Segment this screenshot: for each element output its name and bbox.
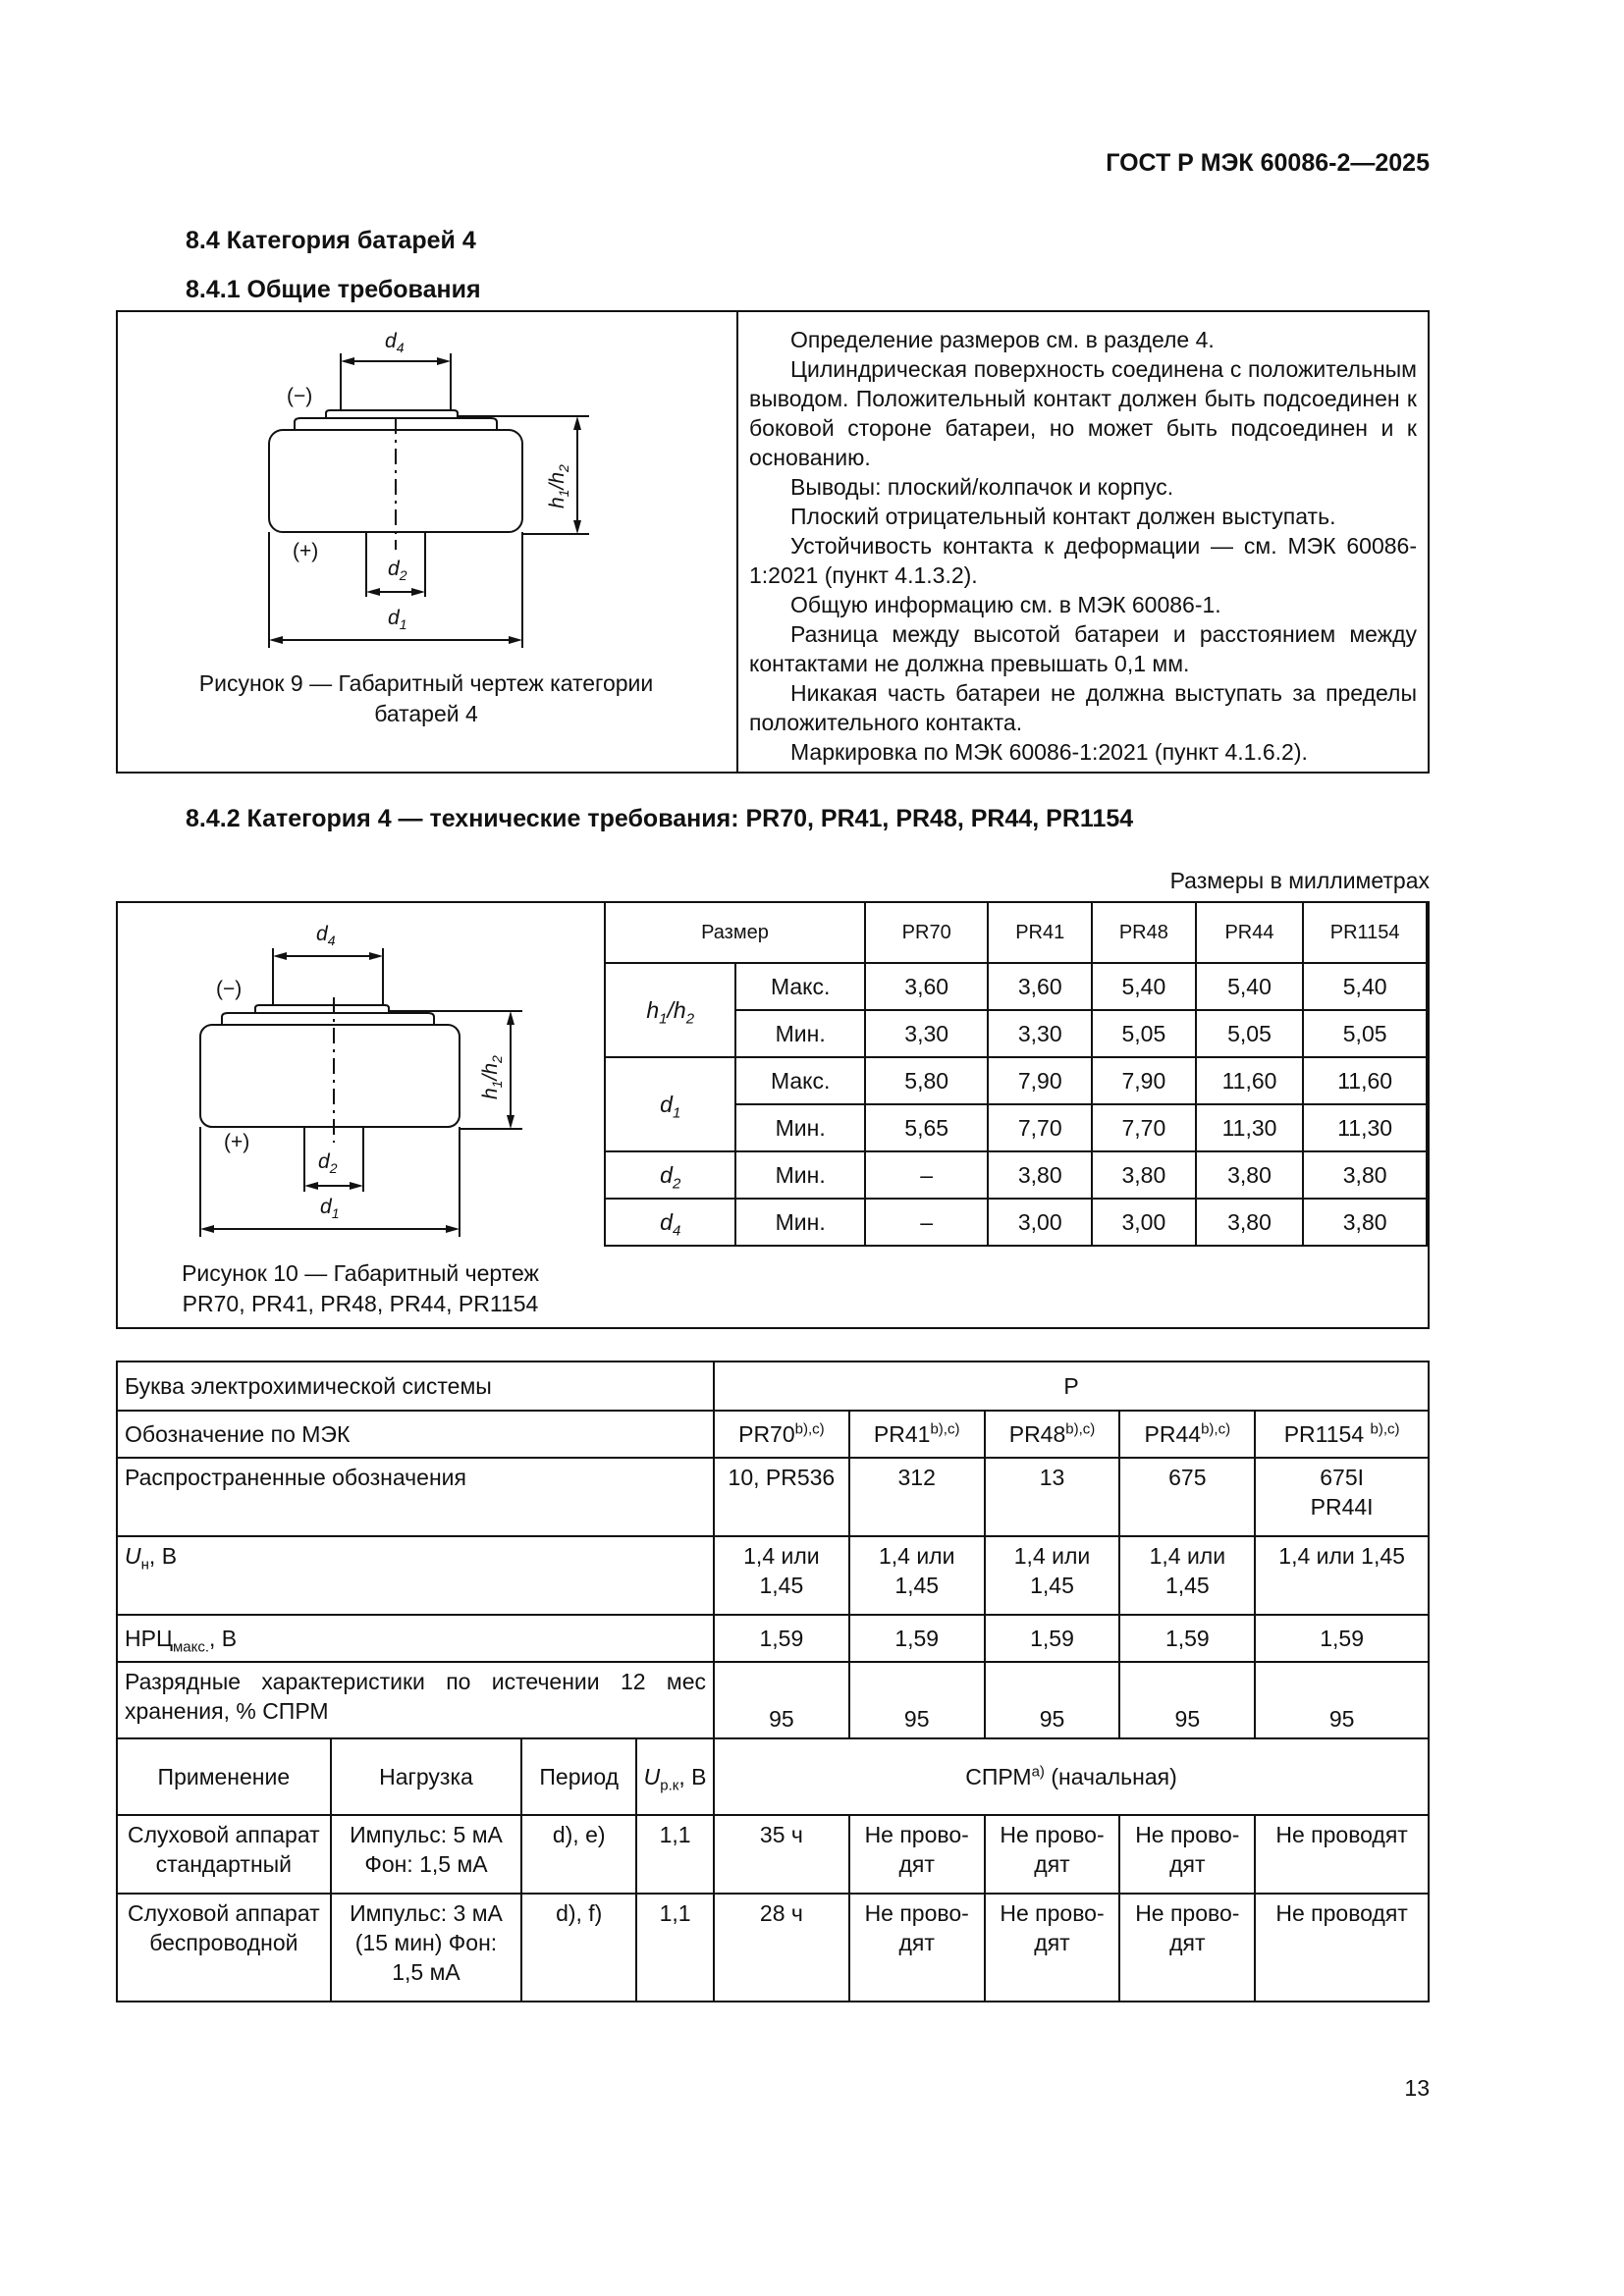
table-row	[117, 1815, 1429, 1894]
requirement-paragraph: Цилиндрическая поверхность соединена с положительным выводом. Положительный контакт должен быть подсоединен к боковой стороне батареи, но может быть подсоединен и к основанию.	[749, 356, 1417, 470]
fig10-positive-label: (+)	[224, 1131, 250, 1153]
iec-pr1154: PR1154 $^{b),c)}$	[1255, 1411, 1429, 1458]
table-cell: 7,90	[1092, 1057, 1196, 1104]
storage-label: Разрядные характеристики по истечении 12 мес хранения, % СПРМ	[117, 1662, 714, 1738]
table-cell: d), e)	[521, 1815, 636, 1894]
table-cell: 3,80	[988, 1151, 1092, 1199]
fig9-d2-label: $d_2$	[388, 558, 407, 583]
table-cell: 1,4 или 1,45	[714, 1536, 849, 1615]
page-number: 13	[1404, 2075, 1430, 2101]
row-max-label: Макс.	[735, 963, 865, 1010]
header-pr41: PR41	[988, 902, 1092, 963]
table-cell: 1,4 или 1,45	[985, 1536, 1120, 1615]
general-requirements-table	[116, 310, 1430, 774]
subsection-general-title: 8.4.1 Общие требования	[186, 276, 481, 303]
table-cell: Слуховой аппарат беспроводной	[117, 1894, 331, 2002]
fig9-h-label: $h_1/h_2$	[546, 464, 571, 508]
fig10-negative-label: (−)	[216, 978, 243, 1000]
table-cell: 13	[985, 1458, 1120, 1536]
table-cell: 95	[714, 1662, 849, 1738]
table-cell: 5,40	[1092, 963, 1196, 1010]
requirement-paragraph: Разница между высотой батареи и расстоянием между контактами не должна превышать 0,1 мм.	[749, 621, 1417, 676]
table-row	[117, 1536, 1429, 1615]
dimensions-table	[604, 901, 1428, 1247]
table-header-row	[605, 902, 1427, 963]
table-cell: 3,30	[988, 1010, 1092, 1057]
requirement-paragraph: Маркировка по МЭК 60086-1:2021 (пункт 4.1.6.2).	[790, 739, 1308, 765]
table-cell: 312	[849, 1458, 985, 1536]
table-cell: 1,59	[1119, 1615, 1255, 1662]
table-cell: 5,40	[1196, 963, 1304, 1010]
table-cell: Не проводят	[1119, 1894, 1255, 2002]
table-cell: 11,60	[1303, 1057, 1427, 1104]
table-cell: Не проводят	[849, 1894, 985, 2002]
table-cell: 95	[1255, 1662, 1429, 1738]
table-cell: 5,65	[865, 1104, 988, 1151]
table-cell: 675	[1119, 1458, 1255, 1536]
table-row	[117, 1615, 1429, 1662]
subsection-technical-title: 8.4.2 Категория 4 — технические требования: PR70, PR41, PR48, PR44, PR1154	[186, 805, 1134, 832]
table-cell: 28 ч	[714, 1894, 849, 2002]
requirement-paragraph: Определение размеров см. в разделе 4.	[790, 327, 1215, 352]
table-cell: 95	[1119, 1662, 1255, 1738]
table-cell: d), f)	[521, 1894, 636, 2002]
table-cell: Не проводят	[1255, 1815, 1429, 1894]
un-label: $U_н$, В	[117, 1536, 714, 1615]
table-cell: 1,59	[1255, 1615, 1429, 1662]
table-row	[605, 963, 1427, 1010]
ocv-label: $НРЦ_{макс.}$, В	[117, 1615, 714, 1662]
table-cell: 3,00	[1092, 1199, 1196, 1246]
table-cell: 5,40	[1303, 963, 1427, 1010]
table-cell: 1,1	[636, 1894, 714, 2002]
iec-pr48: $PR48^{b),c)}$	[985, 1411, 1120, 1458]
dim-d4-label: $d_4$	[605, 1199, 735, 1246]
table-cell: 3,80	[1196, 1151, 1304, 1199]
table-cell: 675I PR44I	[1255, 1458, 1429, 1536]
system-label: Буква электрохимической системы	[117, 1362, 714, 1411]
requirement-paragraph: Устойчивость контакта к деформации — см. МЭК 60086-1:2021 (пункт 4.1.3.2).	[749, 533, 1417, 588]
table-cell: 95	[985, 1662, 1120, 1738]
table-row	[117, 1458, 1429, 1536]
table-row	[117, 1411, 1429, 1458]
dim-h-label: $h_1/h_2$	[605, 963, 735, 1057]
table-cell: 7,90	[988, 1057, 1092, 1104]
table-cell: –	[865, 1199, 988, 1246]
dim-d2-label: $d_2$	[605, 1151, 735, 1199]
table-row	[605, 1199, 1427, 1246]
table-cell: 5,80	[865, 1057, 988, 1104]
header-load: Нагрузка	[331, 1738, 522, 1815]
table-cell: Не проводят	[985, 1815, 1120, 1894]
table-cell: 5,05	[1092, 1010, 1196, 1057]
table-cell: 7,70	[1092, 1104, 1196, 1151]
application-header-row	[117, 1738, 1429, 1815]
fig9-positive-label: (+)	[293, 540, 319, 562]
battery-top-step	[222, 1013, 434, 1025]
table-cell: 3,80	[1196, 1199, 1304, 1246]
iec-pr44: $PR44^{b),c)}$	[1119, 1411, 1255, 1458]
table-cell: 1,59	[849, 1615, 985, 1662]
units-note: Размеры в миллиметрах	[1169, 868, 1430, 893]
row-min-label: Мин.	[735, 1199, 865, 1246]
figure-9-cell	[117, 311, 737, 773]
row-min-label: Мин.	[735, 1104, 865, 1151]
table-cell: –	[865, 1151, 988, 1199]
dim-d1-label: $d_1$	[605, 1057, 735, 1151]
document-code: ГОСТ Р МЭК 60086-2—2025	[1106, 149, 1430, 177]
battery-negative-contact	[326, 410, 458, 418]
table-cell: 1,59	[714, 1615, 849, 1662]
row-min-label: Мин.	[735, 1151, 865, 1199]
fig9-d4-label: $d_4$	[385, 330, 405, 355]
table-cell: 11,60	[1196, 1057, 1304, 1104]
table-cell: Не проводят	[1255, 1894, 1429, 2002]
dimensions-block	[116, 901, 1430, 1329]
fig10-d4-label: $d_4$	[316, 923, 336, 948]
table-cell: 3,80	[1092, 1151, 1196, 1199]
table-cell: 7,70	[988, 1104, 1092, 1151]
section-title: 8.4 Категория батарей 4	[186, 227, 476, 254]
table-cell: 3,80	[1303, 1151, 1427, 1199]
figure-9-caption: Рисунок 9 — Габаритный чертеж категории батарей 4	[198, 670, 654, 726]
table-cell: Импульс: 5 мА Фон: 1,5 мА	[331, 1815, 522, 1894]
table-row	[117, 1362, 1429, 1411]
fig10-h-label: $h_1/h_2$	[479, 1055, 505, 1099]
requirements-cell	[737, 311, 1429, 773]
table-cell: Слуховой аппарат стандартный	[117, 1815, 331, 1894]
table-cell: 5,05	[1196, 1010, 1304, 1057]
fig10-d2-label: $d_2$	[318, 1150, 338, 1176]
battery-negative-contact	[255, 1005, 389, 1013]
header-size: Размер	[605, 902, 865, 963]
system-value: P	[714, 1362, 1429, 1411]
table-cell: 3,80	[1303, 1199, 1427, 1246]
table-cell: Не проводят	[1119, 1815, 1255, 1894]
figure-10-caption: Рисунок 10 — Габаритный чертеж PR70, PR41, PR48, PR44, PR1154	[182, 1260, 539, 1316]
table-cell: 3,60	[988, 963, 1092, 1010]
table-cell: Импульс: 3 мА (15 мин) Фон: 1,5 мА	[331, 1894, 522, 2002]
table-cell: 1,1	[636, 1815, 714, 1894]
table-row	[605, 1057, 1427, 1104]
table-row	[605, 1151, 1427, 1199]
header-cutoff-voltage: $U_{р.к}$, В	[636, 1738, 714, 1815]
iec-pr70: $PR70^{b),c)}$	[714, 1411, 849, 1458]
requirement-paragraph: Общую информацию см. в МЭК 60086-1.	[790, 592, 1221, 617]
table-cell: Не проводят	[849, 1815, 985, 1894]
header-pr48: PR48	[1092, 902, 1196, 963]
fig9-d1-label: $d_1$	[388, 607, 407, 632]
table-cell: 10, PR536	[714, 1458, 849, 1536]
iec-pr41: $PR41^{b),c)}$	[849, 1411, 985, 1458]
table-cell: 35 ч	[714, 1815, 849, 1894]
common-label: Распространенные обозначения	[117, 1458, 714, 1536]
table-cell: 1,4 или 1,45	[1255, 1536, 1429, 1615]
header-pr70: PR70	[865, 902, 988, 963]
header-application: Применение	[117, 1738, 331, 1815]
table-cell: 3,30	[865, 1010, 988, 1057]
table-cell: 5,05	[1303, 1010, 1427, 1057]
iec-label: Обозначение по МЭК	[117, 1411, 714, 1458]
battery-body	[200, 1025, 460, 1127]
requirement-paragraph: Выводы: плоский/колпачок и корпус.	[790, 474, 1174, 500]
table-cell: Не проводят	[985, 1894, 1120, 2002]
row-min-label: Мин.	[735, 1010, 865, 1057]
header-pr1154: PR1154	[1303, 902, 1427, 963]
fig9-negative-label: (−)	[287, 385, 313, 407]
specification-table	[116, 1361, 1430, 2002]
requirement-paragraph: Никакая часть батареи не должна выступать за пределы положительного контакта.	[749, 680, 1417, 735]
requirements-text	[739, 313, 1427, 767]
table-cell: 3,60	[865, 963, 988, 1010]
table-cell: 11,30	[1196, 1104, 1304, 1151]
header-mad: СПРМ$^{a)}$ (начальная)	[714, 1738, 1429, 1815]
requirement-paragraph: Плоский отрицательный контакт должен выступать.	[790, 504, 1336, 529]
row-max-label: Макс.	[735, 1057, 865, 1104]
table-cell: 1,4 или 1,45	[1119, 1536, 1255, 1615]
header-pr44: PR44	[1196, 902, 1304, 963]
table-row	[117, 1662, 1429, 1738]
table-cell: 11,30	[1303, 1104, 1427, 1151]
table-cell: 1,59	[985, 1615, 1120, 1662]
table-cell: 3,00	[988, 1199, 1092, 1246]
table-row	[117, 1894, 1429, 2002]
header-period: Период	[521, 1738, 636, 1815]
table-cell: 95	[849, 1662, 985, 1738]
table-cell: 1,4 или 1,45	[849, 1536, 985, 1615]
fig10-d1-label: $d_1$	[320, 1196, 340, 1221]
